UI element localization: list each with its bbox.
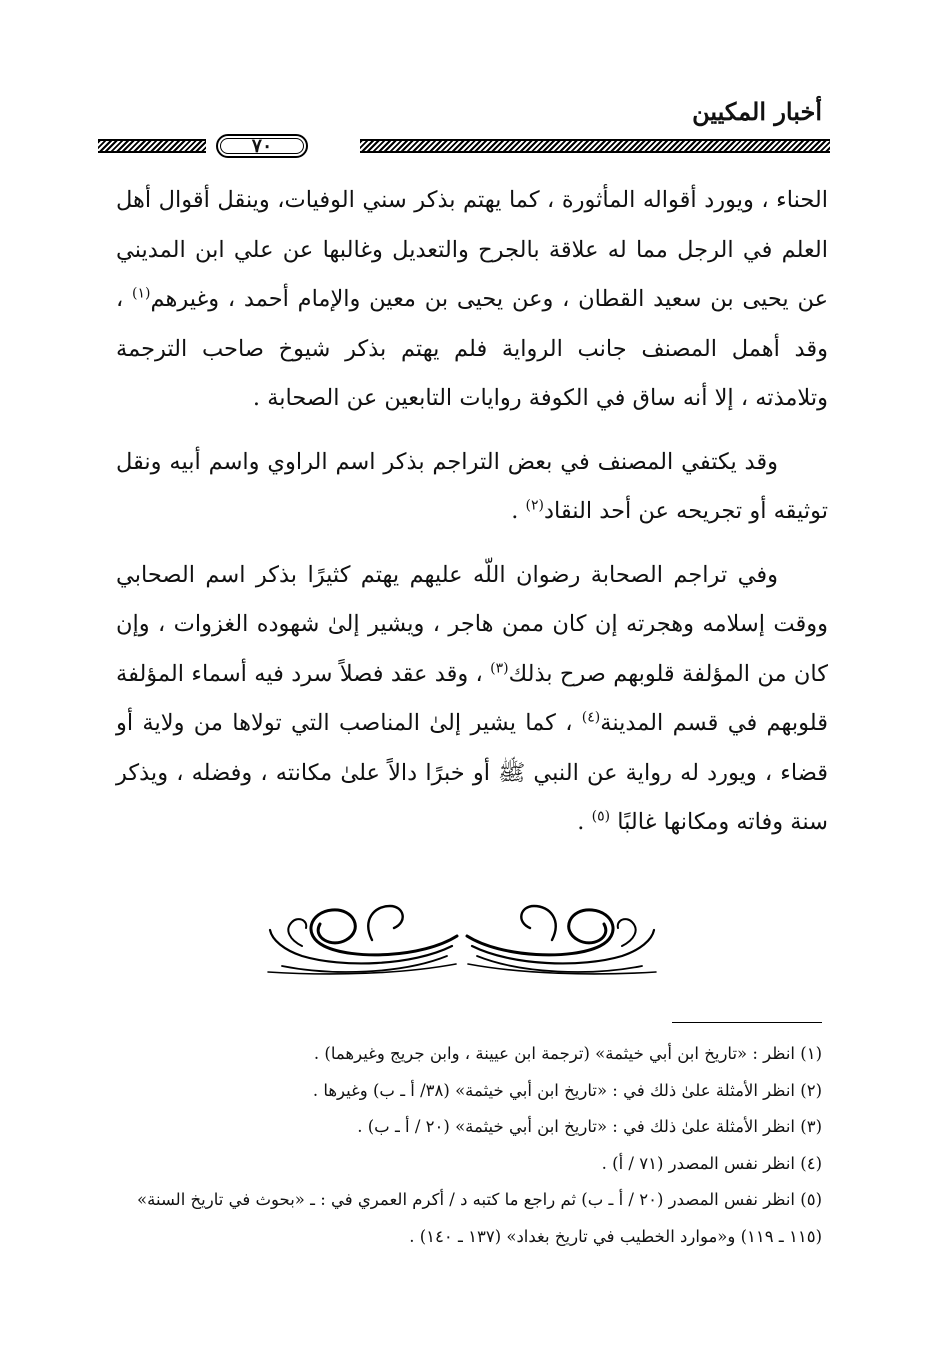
footnote-4: (٤) انظر نفس المصدر (٧١ / أ) . xyxy=(601,1153,822,1173)
header-rule-right xyxy=(360,139,830,153)
header-rule-left xyxy=(98,139,206,153)
footnote-ref-3[interactable]: (٣) xyxy=(490,660,509,676)
ornament-left-flourish xyxy=(268,906,457,974)
footnote-ref-4[interactable]: (٤) xyxy=(581,709,601,726)
footnotes xyxy=(110,1036,822,1255)
paragraph-2-text-a: وقد يكتفي المصنف في بعض التراجم بذكر اسم الراوي واسم أبيه ونقل توثيقه أو تجريحه عن أحد النقاد xyxy=(116,448,828,524)
section-ornament xyxy=(262,900,662,978)
paragraph-1 xyxy=(116,176,828,424)
footnote-3: (٣) انظر الأمثلة علىٰ ذلك في : «تاريخ ابن أبي خيثمة» (٢٠ / أ ـ ب) . xyxy=(357,1117,822,1136)
paragraph-3 xyxy=(116,551,828,848)
footnote-1: (١) انظر : «تاريخ ابن أبي خيثمة» (ترجمة ابن عيينة ، وابن جريج وغيرهما) . xyxy=(313,1044,822,1063)
paragraph-3-text-c: ، كما يشير إلىٰ المناصب التي تولاها من ولاية أو قضاء ، ويورد له رواية عن النبي ﷺ أو خبرًا دالاً علىٰ مكانته ، وفضله ، ويذكر سنة وفاته ومكانها غالبًا xyxy=(116,710,828,835)
footnote-2: (٢) انظر الأمثلة علىٰ ذلك في : «تاريخ ابن أبي خيثمة» (٣٨/ أ ـ ب) وغيرها . xyxy=(312,1080,822,1100)
paragraph-2-text-b: . xyxy=(511,498,519,524)
page-number-frame xyxy=(216,134,308,158)
paragraph-1-text-a: الحناء ، ويورد أقواله المأثورة ، كما يهتم بذكر سني الوفيات، وينقل أقوال أهل العلم في الرجل مما له علاقة بالجرح والتعديل وغالبها عن علي ابن المديني عن يحيى بن سعيد القطان ، وعن يحيى بن معين والإمام أحمد ، وغيرهم xyxy=(116,187,828,312)
main-text xyxy=(116,176,828,862)
running-title: أخبار المكيين xyxy=(692,97,822,126)
footnote-5: (٥) انظر نفس المصدر (٢٠ / أ ـ ب) ثم راجع ما كتبه د / أكرم العمري في : ـ «بحوث في تاريخ السنة» (١١٥ ـ ١١٩) و«موارد الخطيب في تاريخ بغداد» (١٣٧ ـ ١٤٠) . xyxy=(137,1190,822,1246)
paragraph-2 xyxy=(116,438,828,537)
ornament-right-flourish xyxy=(467,906,656,974)
paragraph-1-text-b: ، وقد أهمل المصنف جانب الرواية فلم يهتم بذكر شيوخ صاحب الترجمة وتلامذته ، إلا أنه ساق في الكوفة روايات التابعين عن الصحابة . xyxy=(116,286,828,411)
paragraph-3-text-b: ، وقد عقد فصلاً سرد فيه أسماء المؤلفة قلوبهم في قسم المدينة xyxy=(116,660,828,736)
header-rule xyxy=(98,134,830,160)
footnote-separator xyxy=(672,1022,822,1023)
footnote-ref-2[interactable]: (٢) xyxy=(525,497,544,514)
paragraph-3-text-d: . xyxy=(577,809,585,835)
footnote-ref-1[interactable]: (١) xyxy=(132,285,151,302)
paragraph-3-text-a: وفي تراجم الصحابة رضوان اللّه عليهم يهتم كثيرًا بذكر اسم الصحابي ووقت إسلامه وهجرته إن كان ممن هاجر ، ويشير إلىٰ شهوده الغزوات ، وإن كان من المؤلفة قلوبهم صرح بذلك xyxy=(116,561,828,687)
footnote-ref-5[interactable]: (٥) xyxy=(591,808,611,825)
page-number: ٧٠ xyxy=(251,135,273,157)
